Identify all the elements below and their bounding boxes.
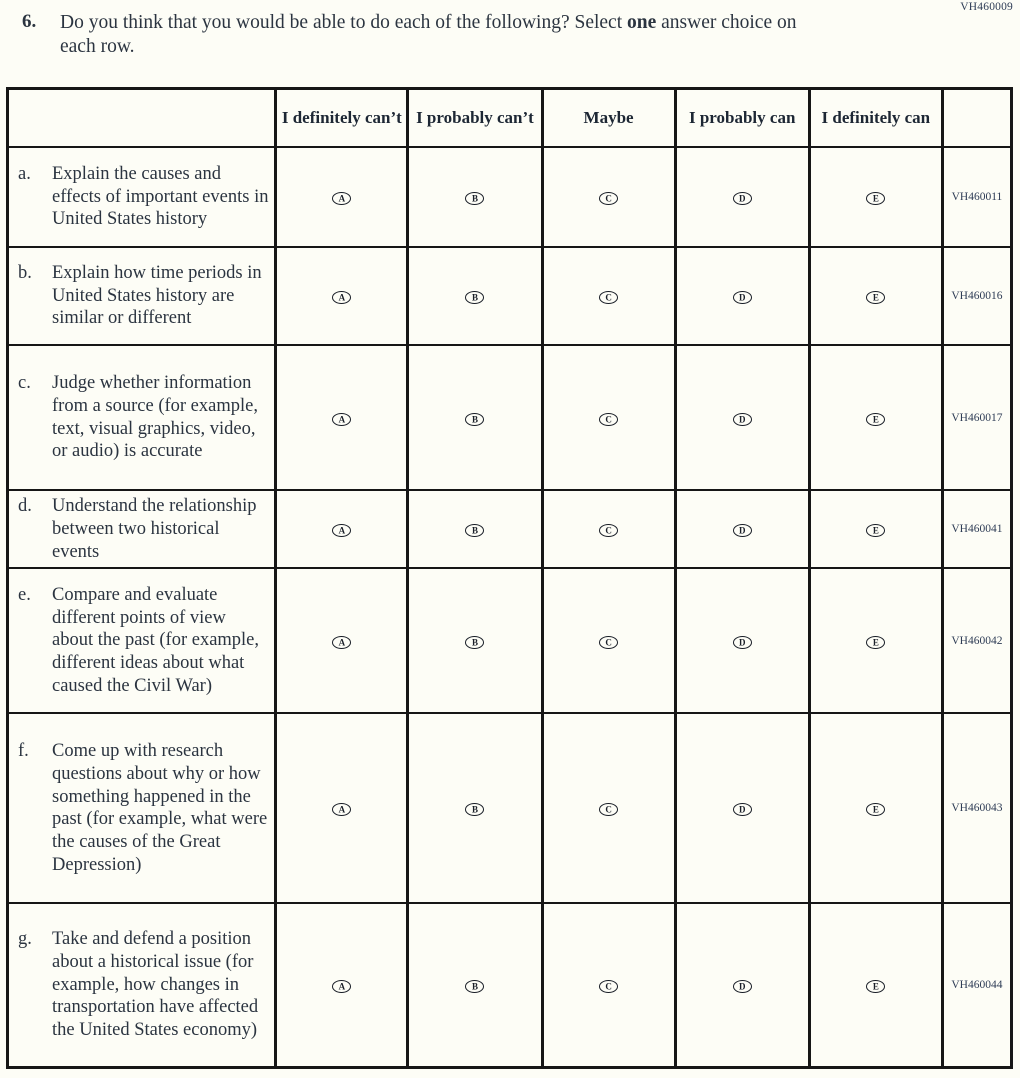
table-row [8,147,1012,247]
answer-bubble-letter: C [605,292,612,303]
column-header-definitely-cant: I definitely can’t [276,89,408,148]
option-cell-b [408,713,542,903]
answer-bubble-c[interactable] [599,413,618,426]
answer-bubble-d[interactable] [733,413,752,426]
answer-bubble-letter: B [471,981,478,992]
option-cell-a [276,568,408,713]
answer-bubble-letter: E [872,193,879,204]
option-cell-b [408,147,542,247]
table-row [8,345,1012,490]
option-cell-b [408,247,542,345]
option-cell-c [542,713,675,903]
answer-bubble-c[interactable] [599,803,618,816]
answer-bubble-letter: E [872,525,879,536]
answer-bubble-a[interactable] [332,980,351,993]
row-letter: c. [18,373,31,393]
table-row [8,713,1012,903]
row-letter: f. [18,741,29,761]
answer-bubble-letter: A [338,804,346,815]
option-cell-a [276,903,408,1067]
answer-bubble-c[interactable] [599,980,618,993]
answer-bubble-letter: A [338,292,346,303]
answer-bubble-letter: C [605,193,612,204]
answer-bubble-letter: C [605,414,612,424]
row-code: VH460016 [942,247,1011,345]
answer-bubble-letter: A [338,981,346,992]
answer-bubble-a[interactable] [332,524,351,537]
option-cell-d [675,147,809,247]
row-text: Compare and evaluate different points of view about the past (for example, different ideas about what caused the Civil War) [52,584,260,696]
option-cell-a [276,345,408,490]
item-cell [8,345,276,490]
option-cell-b [408,345,542,490]
option-cell-c [542,490,675,568]
row-text: Understand the relationship between two historical events [52,496,257,562]
row-text: Judge whether information from a source (for example, text, visual graphics, video, or audio) is accurate [52,373,258,462]
answer-bubble-letter: E [872,981,879,992]
answer-bubble-letter: A [338,193,346,204]
answer-bubble-letter: B [471,292,478,303]
answer-bubble-letter: E [872,292,879,303]
answer-bubble-letter: D [738,525,746,536]
answer-bubble-letter: B [471,414,478,424]
question-text-part1: Do you think that you would be able to do each of the following? Select [60,12,627,33]
response-grid [6,87,1013,1069]
answer-bubble-e[interactable] [866,803,885,816]
answer-bubble-b[interactable] [465,291,484,304]
row-code: VH460041 [942,490,1011,568]
answer-bubble-letter: D [738,193,746,204]
answer-bubble-e[interactable] [866,636,885,649]
row-letter: a. [18,163,31,184]
question-text-bold: one [627,12,657,33]
answer-bubble-d[interactable] [733,636,752,649]
row-letter: e. [18,584,31,605]
answer-bubble-b[interactable] [465,192,484,205]
option-cell-a [276,490,408,568]
option-cell-c [542,147,675,247]
answer-bubble-a[interactable] [332,636,351,649]
option-cell-e [809,568,942,713]
option-cell-d [675,713,809,903]
column-header-probably-can: I probably can [675,89,809,148]
option-cell-e [809,247,942,345]
answer-bubble-letter: D [738,292,746,303]
answer-bubble-d[interactable] [733,524,752,537]
answer-bubble-b[interactable] [465,413,484,426]
answer-bubble-letter: B [471,525,478,536]
answer-bubble-a[interactable] [332,192,351,205]
answer-bubble-e[interactable] [866,192,885,205]
answer-bubble-c[interactable] [599,192,618,205]
item-cell [8,713,276,903]
option-cell-b [408,568,542,713]
answer-bubble-e[interactable] [866,524,885,537]
row-text: Take and defend a position about a historical issue (for example, how changes in transportation have affected the United States economy) [52,929,259,1041]
option-cell-e [809,345,942,490]
code-column-header [942,89,1011,148]
answer-bubble-letter: B [471,193,478,204]
item-cell [8,147,276,247]
option-cell-c [542,568,675,713]
row-text: Explain how time periods in United States history are similar or different [52,262,262,329]
answer-bubble-e[interactable] [866,980,885,993]
answer-bubble-letter: C [605,637,612,648]
answer-bubble-d[interactable] [733,980,752,993]
option-cell-d [675,345,809,490]
row-code: VH460044 [942,903,1011,1067]
item-cell [8,568,276,713]
row-letter: g. [18,929,32,950]
answer-bubble-d[interactable] [733,803,752,816]
row-code: VH460011 [942,147,1011,247]
answer-bubble-letter: C [605,804,612,815]
answer-bubble-a[interactable] [332,413,351,426]
answer-bubble-letter: E [872,804,879,815]
option-cell-e [809,147,942,247]
option-cell-a [276,247,408,345]
option-cell-d [675,490,809,568]
answer-bubble-letter: A [338,637,346,648]
column-header-probably-cant: I probably can’t [408,89,542,148]
question-block [22,11,922,59]
answer-bubble-a[interactable] [332,291,351,304]
option-cell-b [408,903,542,1067]
answer-bubble-letter: B [471,637,478,648]
question-text [60,11,820,59]
answer-bubble-c[interactable] [599,636,618,649]
row-code: VH460017 [942,345,1011,490]
answer-bubble-b[interactable] [465,636,484,649]
answer-bubble-letter: D [738,637,746,648]
column-header-definitely-can: I definitely can [809,89,942,148]
row-code: VH460043 [942,713,1011,903]
table-row [8,247,1012,345]
answer-bubble-letter: D [738,414,746,424]
answer-bubble-b[interactable] [465,980,484,993]
option-cell-e [809,713,942,903]
option-cell-b [408,490,542,568]
answer-bubble-e[interactable] [866,291,885,304]
answer-bubble-b[interactable] [465,524,484,537]
item-cell [8,903,276,1067]
answer-bubble-c[interactable] [599,291,618,304]
answer-bubble-letter: D [738,981,746,992]
option-cell-d [675,247,809,345]
table-row [8,490,1012,568]
page-accession-code: VH460009 [960,1,1013,13]
question-text-part2: answer choice on each row. [60,12,797,57]
header-row [8,89,1012,148]
item-cell [8,247,276,345]
answer-bubble-letter: A [338,414,346,424]
answer-bubble-b[interactable] [465,803,484,816]
answer-bubble-c[interactable] [599,524,618,537]
row-letter: b. [18,262,32,283]
option-cell-c [542,247,675,345]
answer-bubble-e[interactable] [866,413,885,426]
answer-bubble-letter: A [338,525,346,536]
question-number: 6. [22,11,37,32]
item-column-header [8,89,276,148]
option-cell-d [675,903,809,1067]
item-cell [8,490,276,568]
table-row [8,903,1012,1067]
row-code: VH460042 [942,568,1011,713]
answer-bubble-a[interactable] [332,803,351,816]
option-cell-e [809,490,942,568]
column-header-maybe: Maybe [542,89,675,148]
option-cell-a [276,147,408,247]
table-row [8,568,1012,713]
answer-bubble-d[interactable] [733,291,752,304]
answer-bubble-d[interactable] [733,192,752,205]
option-cell-d [675,568,809,713]
answer-bubble-letter: E [872,414,879,424]
row-text: Explain the causes and effects of important events in United States history [52,163,269,230]
option-cell-c [542,345,675,490]
row-letter: d. [18,496,32,516]
answer-bubble-letter: C [605,525,612,536]
row-text: Come up with research questions about why or how something happened in the past (for example, what were the causes of the Great Depression) [52,741,268,875]
option-cell-c [542,903,675,1067]
option-cell-a [276,713,408,903]
answer-bubble-letter: D [738,804,746,815]
answer-bubble-letter: C [605,981,612,992]
option-cell-e [809,903,942,1067]
answer-bubble-letter: E [872,637,879,648]
answer-bubble-letter: B [471,804,478,815]
